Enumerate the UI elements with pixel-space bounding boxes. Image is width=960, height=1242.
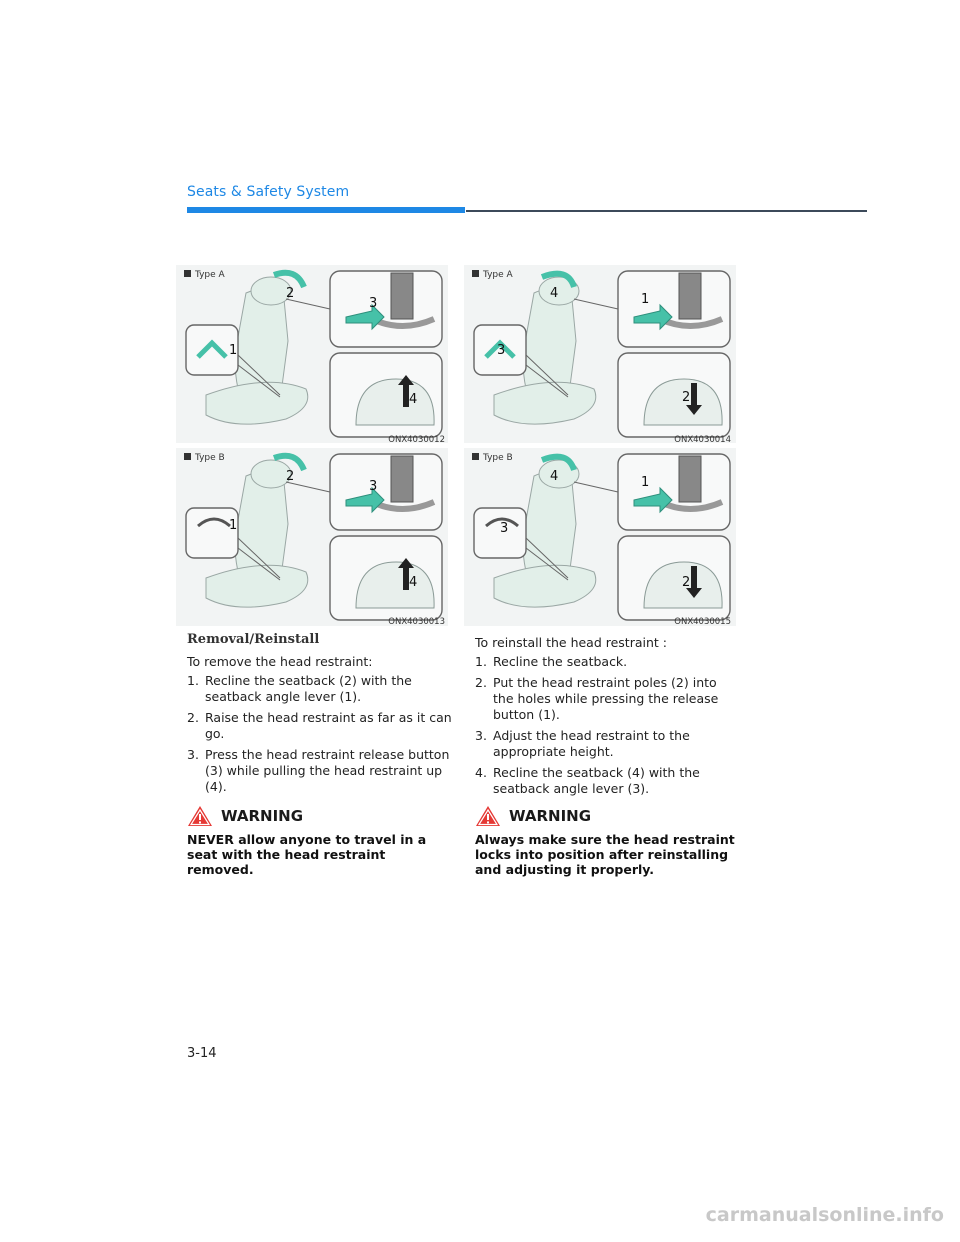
head-restraint-shape [251,460,291,488]
inset-box-pole [618,454,730,530]
inset-box-pole [330,454,442,530]
warning-heading: WARNING [475,805,591,827]
header-rule [466,210,867,212]
header-rule-accent [187,207,465,213]
callout-number: 2 [682,575,691,590]
list-item: 3. Adjust the head restraint to the appropriate height. [475,728,690,759]
figure-code: ONX4030014 [674,435,731,445]
seat-cushion-shape [494,565,596,607]
list-item: 2. Raise the head restraint as far as it can go. [187,710,452,741]
inset-box-pole [618,271,730,347]
seat-cushion-shape [206,565,308,607]
section-title: Removal/Reinstall [187,632,320,647]
seat-illustration [176,448,448,626]
seat-illustration [464,448,736,626]
reinstall-intro: To reinstall the head restraint : [475,635,667,650]
list-item: 3. Press the head restraint release button (3) while pulling the head restraint up (4). [187,747,450,794]
figure-reinstall-type-a [464,265,736,443]
pole-shape [679,273,701,319]
section-header-title: Seats & Safety System [187,184,350,200]
figure-type-label: Type B [472,453,513,463]
warning-text: Always make sure the head restraint locks into position after reinstalling and adjusting it properly. [475,832,735,877]
warning-icon [187,805,213,827]
list-item: 4. Recline the seatback (4) with the seatback angle lever (3). [475,765,700,796]
seat-illustration [176,265,448,443]
figure-removal-type-b [176,448,448,626]
callout-number: 1 [641,475,650,490]
removal-intro: To remove the head restraint: [187,654,373,669]
callout-number: 2 [682,390,691,405]
figure-code: ONX4030013 [388,617,445,627]
warning-heading: WARNING [187,805,303,827]
callout-number: 1 [229,343,238,358]
callout-number: 3 [369,479,378,494]
figure-code: ONX4030015 [674,617,731,627]
inset-box-lever [186,508,238,558]
warning-icon [475,805,501,827]
list-item: 2. Put the head restraint poles (2) into the holes while pressing the release button (1). [475,675,719,722]
page-number: 3-14 [187,1046,217,1061]
seat-illustration [464,265,736,443]
pole-shape [391,456,413,502]
figure-reinstall-type-b [464,448,736,626]
inset-box-pole [330,271,442,347]
callout-number: 3 [500,521,509,536]
watermark: carmanualsonline.info [705,1204,944,1226]
callout-number: 4 [550,286,559,301]
figure-code: ONX4030012 [388,435,445,445]
figure-type-label: Type A [472,270,513,280]
callout-number: 4 [409,575,418,590]
head-restraint-shape [251,277,291,305]
callout-number: 4 [409,392,418,407]
removal-steps [187,673,455,800]
figure-removal-type-a [176,265,448,443]
callout-number: 4 [550,469,559,484]
seat-cushion-shape [494,382,596,424]
list-item: 1. Recline the seatback (2) with the seatback angle lever (1). [187,673,412,704]
callout-number: 2 [286,286,295,301]
callout-number: 1 [641,292,650,307]
figure-type-label: Type B [184,453,225,463]
callout-number: 2 [286,469,295,484]
pole-shape [391,273,413,319]
list-item: 1. Recline the seatback. [475,654,628,669]
callout-number: 3 [369,296,378,311]
figure-type-label: Type A [184,270,225,280]
seat-cushion-shape [206,382,308,424]
reinstall-steps [475,654,737,802]
callout-number: 1 [229,518,238,533]
pole-shape [679,456,701,502]
callout-number: 3 [497,343,506,358]
warning-text: NEVER allow anyone to travel in a seat with the head restraint removed. [187,832,427,877]
